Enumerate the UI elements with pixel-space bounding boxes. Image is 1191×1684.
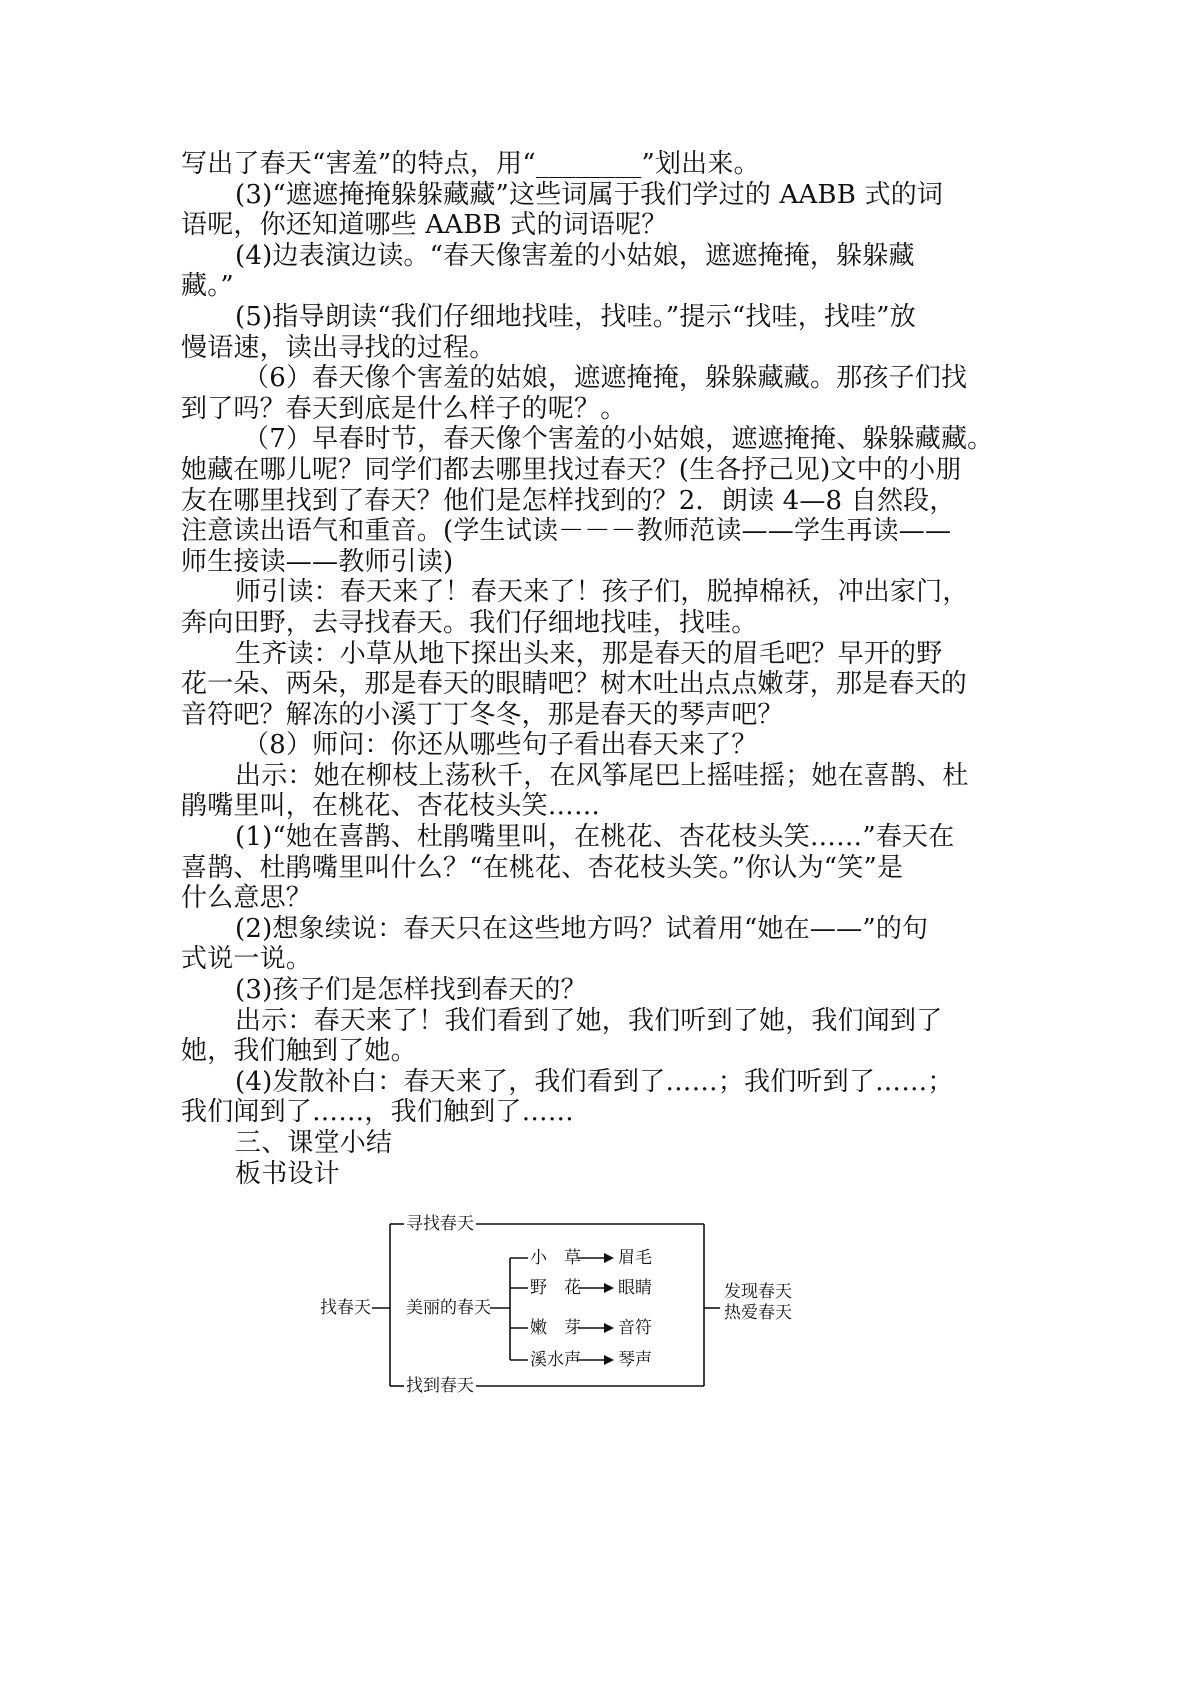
- paragraph-line: 师引读：春天来了！春天来了！孩子们，脱掉棉袄，冲出家门，: [235, 577, 969, 608]
- paragraph-line: 花一朵、两朵，那是春天的眼睛吧？树木吐出点点嫩芽，那是春天的: [181, 669, 968, 700]
- paragraph-line: 出示：春天来了！我们看到了她，我们听到了她，我们闻到了: [235, 1005, 943, 1036]
- diagram-item-left: 嫩 芽: [530, 1318, 581, 1338]
- diagram-item-left: 溪水声: [530, 1350, 581, 1370]
- diagram-root-label: 找春天: [320, 1298, 371, 1318]
- diagram-item-left: 野 花: [530, 1278, 581, 1298]
- paragraph-line: 我们闻到了……，我们触到了……: [181, 1097, 575, 1128]
- paragraph-line: 友在哪里找到了春天？他们是怎样找到的？2．朗读 4—8 自然段，: [181, 485, 956, 516]
- paragraph-line: 鹃嘴里叫，在桃花、杏花枝头笑……: [181, 791, 601, 822]
- diagram-conclusion-line1: 发现春天: [724, 1282, 792, 1302]
- paragraph-line: 藏。”: [181, 271, 234, 302]
- paragraph-line: 语呢，你还知道哪些 AABB 式的词语呢？: [181, 210, 668, 241]
- paragraph-line: (3)孩子们是怎样找到春天的？: [235, 975, 587, 1006]
- diagram-branch-bottom: 找到春天: [406, 1376, 474, 1396]
- diagram-branch-top: 寻找春天: [406, 1214, 474, 1234]
- paragraph-line: 什么意思？: [181, 883, 313, 914]
- diagram-item-right: 琴声: [618, 1350, 652, 1370]
- paragraph-line: 到了吗？春天到底是什么样子的呢？。: [181, 393, 627, 424]
- paragraph-line: 出示：她在柳枝上荡秋千，在风筝尾巴上摇哇摇；她在喜鹊、杜: [235, 760, 969, 791]
- diagram-branch-middle: 美丽的春天: [406, 1298, 491, 1318]
- diagram-item-left: 小 草: [530, 1248, 581, 1268]
- paragraph-line: (4)边表演边读。“春天像害羞的小姑娘，遮遮掩掩，躲躲藏: [235, 240, 915, 271]
- paragraph-line: 式说一说。: [181, 944, 313, 975]
- paragraph-line: 写出了春天“害羞”的特点，用“________”划出来。: [181, 149, 760, 179]
- paragraph-line: 生齐读：小草从地下探出头来，那是春天的眉毛吧？早开的野: [235, 638, 943, 669]
- paragraph-line: (2)想象续说：春天只在这些地方吗？试着用“她在——”的句: [235, 913, 929, 944]
- diagram-item-right: 音符: [618, 1318, 652, 1338]
- lesson-text: [181, 149, 1011, 1189]
- paragraph-line: 奔向田野，去寻找春天。我们仔细地找哇，找哇。: [181, 607, 758, 638]
- paragraph-line: 注意读出语气和重音。(学生试读－－－教师范读——学生再读——: [181, 516, 952, 547]
- paragraph-line: 她藏在哪儿呢？同学们都去哪里找过春天？(生各抒己见)文中的小朋: [181, 454, 962, 485]
- paragraph-line: （8）师问：你还从哪些句子看出春天来了？: [243, 730, 758, 761]
- paragraph-line: 她，我们触到了她。: [181, 1036, 417, 1067]
- section-heading: 三、课堂小结: [235, 1128, 393, 1158]
- paragraph-line: (4)发散补白：春天来了，我们看到了……；我们听到了……；: [235, 1066, 954, 1097]
- paragraph-line: (1)“她在喜鹊、杜鹃嘴里叫，在桃花、杏花枝头笑……”春天在: [235, 822, 955, 853]
- section-heading: 板书设计: [235, 1158, 340, 1189]
- diagram-item-right: 眉毛: [618, 1248, 652, 1268]
- paragraph-line: 喜鹊、杜鹃嘴里叫什么？“在桃花、杏花枝头笑。”你认为“笑”是: [181, 852, 904, 883]
- diagram-item-right: 眼睛: [618, 1278, 652, 1298]
- paragraph-line: （6）春天像个害羞的姑娘，遮遮掩掩，躲躲藏藏。那孩子们找: [243, 363, 968, 394]
- blackboard-design-diagram: [320, 1214, 890, 1396]
- paragraph-line: 慢语速，读出寻找的过程。: [181, 332, 496, 363]
- paragraph-line: (3)“遮遮掩掩躲躲藏藏”这些词属于我们学过的 AABB 式的词: [235, 179, 944, 210]
- paragraph-line: 音符吧？解冻的小溪丁丁冬冬，那是春天的琴声吧？: [181, 699, 784, 730]
- paragraph-line: (5)指导朗读“我们仔细地找哇，找哇。”提示“找哇，找哇”放: [235, 301, 916, 332]
- paragraph-line: 师生接读——教师引读): [181, 546, 454, 577]
- diagram-conclusion-line2: 热爱春天: [724, 1303, 792, 1323]
- paragraph-line: （7）早春时节，春天像个害羞的小姑娘，遮遮掩掩、躲躲藏藏。: [243, 424, 994, 455]
